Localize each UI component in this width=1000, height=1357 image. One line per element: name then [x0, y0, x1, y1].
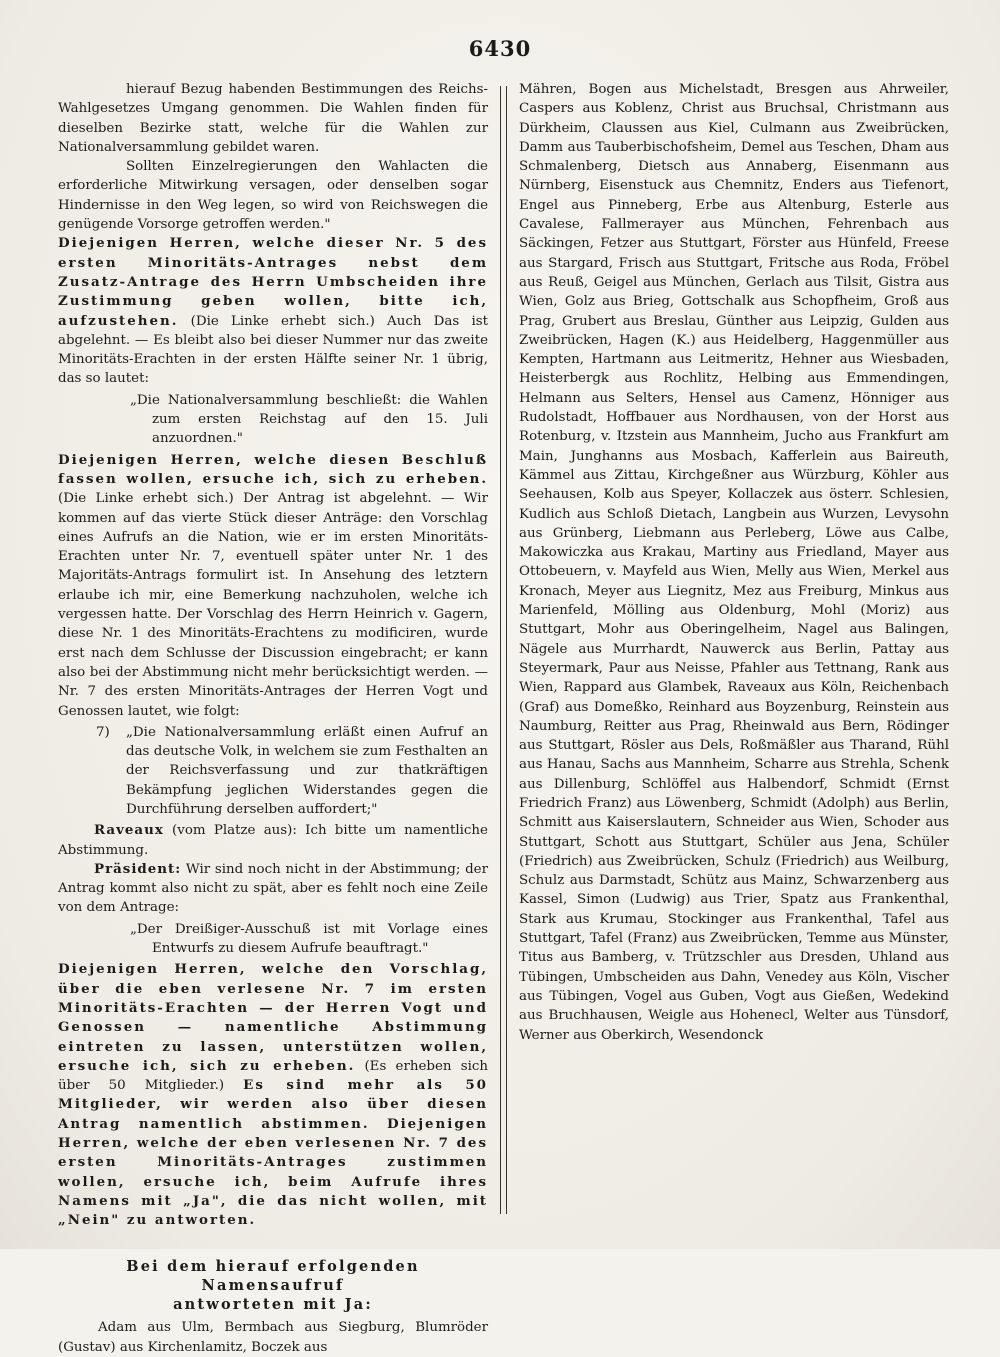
- quote-nationalversammlung: [58, 391, 488, 449]
- quote-text: „Die Nationalversammlung beschließt: die Wahlen zum ersten Reichstag auf den 15. Juli anzuordnen.": [130, 392, 488, 447]
- spaced-call: Diejenigen Herren, welche dieser Nr. 5 des ersten Minoritäts-Antrages nebst dem Zusatz-Antrage des Herrn Umbscheiden ihre Zustimmung geben wollen, bitte ich, aufzustehen.: [58, 235, 488, 329]
- spaced-call: Diejenigen Herren, welche diesen Beschluß fassen wollen, ersuche ich, sich zu erheben.: [58, 451, 488, 487]
- left-column: [58, 80, 488, 1355]
- names-list-continued: Mähren, Bogen aus Michelstadt, Bresgen aus Ahrweiler, Caspers aus Koblenz, Christ aus Bruchsal, Christmann aus Dürkheim, Claussen aus Kiel, Culmann aus Zweibrücken, Damm aus Tauberbischofsheim, Demel aus Teschen, Dham aus Schmalenberg, Dietsch aus Annaberg, Eisenmann aus Nürnberg, Eisenstuck aus Chemnitz, Enders aus Tiefenort, Engel aus Pinneberg, Erbe aus Altenburg, Esterle aus Cavalese, Fallmerayer aus München, Fehrenbach aus Säckingen, Fetzer aus Stuttgart, Förster aus Hünfeld, Freese aus Stargard, Frisch aus Stuttgart, Fritsche aus Roda, Fröbel aus Reuß, Geigel aus München, Gerlach aus Tilsit, Gistra aus Wien, Golz aus Brieg, Gottschalk aus Schopfheim, Groß aus Prag, Grubert aus Breslau, Günther aus Leipzig, Gulden aus Zweibrücken, Hagen (K.) aus Heidelberg, Haggenmüller aus Kempten, Hartmann aus Leitmeritz, Hehner aus Wiesbaden, Heisterbergk aus Rochlitz, Helbing aus Emmendingen, Helmann aus Selters, Hensel aus Camenz, Hönniger aus Rudolstadt, Hoffbauer aus Nordhausen, von der Horst aus Rotenburg, v. Itzstein aus Mannheim, Jucho aus Frankfurt am Main, Junghanns aus Mosbach, Kafferlein aus Baireuth, Kämmel aus Zittau, Kirchgeßner aus Würzburg, Köhler aus Seehausen, Kolb aus Speyer, Kollaczek aus österr. Schlesien, Kudlich aus Schloß Dietach, Langbein aus Wurzen, Levysohn aus Grünberg, Liebmann aus Perleberg, Löwe aus Calbe, Makowiczka aus Krakau, Martiny aus Friedland, Mayer aus Ottobeuern, v. Mayfeld aus Wien, Melly aus Wien, Merkel aus Kronach, Meyer aus Liegnitz, Mez aus Freiburg, Minkus aus Marienfeld, Mölling aus Oldenburg, Mohl (Moriz) aus Stuttgart, Mohr aus Oberingelheim, Nagel aus Balingen, Nägele aus Murrhardt, Nauwerck aus Berlin, Pattay aus Steyermark, Paur aus Neisse, Pfahler aus Tettnang, Rank aus Wien, Rappard aus Glambek, Raveaux aus Köln, Reichenbach (Graf) aus Domeßko, Reinhard aus Boyzenburg, Reinstein aus Naumburg, Reitter aus Prag, Rheinwald aus Bern, Rödinger aus Stuttgart, Rösler aus Dels, Roßmäßler aus Tharand, Rühl aus Hanau, Sachs aus Mannheim, Scharre aus Strehla, Schenk aus Dillenburg, Schlöffel aus Halbendorf, Schmidt (Ernst Friedrich Franz) aus Löwenberg, Schmidt (Adolph) aus Berlin, Schmitt aus Kaiserslautern, Schneider aus Wien, Schoder aus Stuttgart, Schott aus Stuttgart, Schüler aus Jena, Schüler (Friedrich) aus Zweibrücken, Schulz (Friedrich) aus Weilburg, Schulz aus Darmstadt, Schütz aus Mainz, Schwarzenberg aus Kassel, Simon (Ludwig) aus Trier, Spatz aus Frankenthal, Stark aus Krumau, Stockinger aus Frankenthal, Tafel aus Stuttgart, Tafel (Franz) aus Zweibrücken, Temme aus Münster, Titus aus Bamberg, v. Trützschler aus Dresden, Uhland aus Tübingen, Umbscheiden aus Dahn, Venedey aus Köln, Vischer aus Tübingen, Vogel aus Guben, Vogt aus Gießen, Wedekind aus Bruchhausen, Weigle aus Hohenecl, Welter aus Tünsdorf, Werner aus Oberkirch, Wesendonck: [519, 82, 949, 1043]
- speaker-name: Raveaux: [94, 822, 164, 839]
- paragraph-text: (Die Linke erhebt sich.) Auch Das ist abgelehnt. — Es bleibt also bei dieser Nummer nur das zweite Minoritäts-Erachten in der ersten Hälfte seiner Nr. 1 übrig, das so lautet:: [58, 313, 488, 387]
- paragraph-einzelregierungen: Sollten Einzelregierungen den Wahlacten die erforderliche Mitwirkung versagen, oder denselben sogar Hindernisse in den Weg legen, so wird von Reichswegen die genügende Vorsorge getroffen werden.": [58, 159, 488, 233]
- item-number: 7): [96, 724, 110, 740]
- paragraph-text: (Es erheben sich über 50 Mitglieder.): [58, 1058, 488, 1094]
- paragraph-text: (Die Linke erhebt sich.) Der Antrag ist abgelehnt. — Wir kommen auf das vierte Stück dieser Anträge: den Vorschlag eines Aufrufs an die Nation, wie er im ersten Minoritäts-Erachten unter Nr. 7, eventuell später unter Nr. 1 des Majoritäts-Antrags formulirt ist. In Ansehung des letztern erlaube ich mir, eine Bemerkung nachzuholen, welche ich vergessen hatte. Der Vorschlag des Herrn Heinrich v. Gagern, diese Nr. 1 des Minoritäts-Erachtens zu modificiren, wurde erst nach dem Schlusse der Discussion eingebracht; er kann also bei der Abstimmung nicht mehr berücksichtigt werden. — Nr. 7 des ersten Minoritäts-Antrages der Herren Vogt und Genossen lautet, wie folgt:: [58, 491, 488, 719]
- heading-namensaufruf: Bei dem hierauf erfolgenden Namensaufruf: [126, 1257, 420, 1294]
- names-list-start: Adam aus Ulm, Bermbach aus Siegburg, Blumröder (Gustav) aus Kirchenlamitz, Boczek aus: [58, 1320, 488, 1355]
- quote-text: „Der Dreißiger-Ausschuß ist mit Vorlage eines Entwurfs zu diesem Aufrufe beauftragt.": [130, 921, 488, 957]
- column-divider: [500, 86, 507, 1214]
- paragraph-praesident: [58, 860, 488, 918]
- page-number: 6430: [468, 36, 532, 61]
- numbered-item-7: [58, 723, 488, 819]
- speaker-text: (vom Platze aus): Ich bitte um namentliche Abstimmung.: [58, 823, 488, 858]
- paragraph-wahlgesetz: hierauf Bezug habenden Bestimmungen des Reichs-Wahlgesetzes Umgang genommen. Die Wahlen finden für dieselben Bezirke statt, welche für die Wahlen zur Nationalversammlung gebildet waren.: [58, 82, 488, 155]
- paragraph-namentliche-abstimmung: [58, 960, 488, 1230]
- speaker-text: Wir sind noch nicht in der Abstimmung; der Antrag kommt also nicht zu spät, aber es fehlt noch eine Zeile von dem Antrage:: [58, 861, 488, 916]
- spaced-call: Diejenigen Herren, welche den Vorschlag, über die eben verlesene Nr. 7 im ersten Minoritäts-Erachten — der Herren Vogt und Genossen — namentliche Abstimmung eintreten zu lassen, unterstützen wollen, ersuche ich, sich zu erheben.: [58, 961, 488, 1074]
- quote-dreissiger: [58, 920, 488, 959]
- right-column: [519, 80, 949, 1212]
- paragraph-raveaux: [58, 821, 488, 860]
- item-text: „Die Nationalversammlung erläßt einen Aufruf an das deutsche Volk, in welchem sie zum Festhalten an der Reichsverfassung und zur thatkräftigen Bekämpfung jeglichen Widerstandes gegen die Durchführung derselben auffordert;": [126, 724, 488, 817]
- speaker-name: Präsident:: [94, 860, 182, 877]
- heading-ja: antworteten mit Ja:: [173, 1296, 373, 1314]
- paragraph-abstimmung-nr5: [58, 234, 488, 388]
- spaced-call: Es sind mehr als 50 Mitglieder, wir werden also über diesen Antrag namentlich abstimmen. Diejenigen Herren, welche der eben verlesenen Nr. 7 des ersten Minoritäts-Antrages zustimmen wollen, ersuche ich, beim Aufrufe ihres Namens mit „Ja", die das nicht wollen, mit „Nein" zu antworten.: [58, 1077, 488, 1229]
- paragraph-beschluss: [58, 451, 488, 721]
